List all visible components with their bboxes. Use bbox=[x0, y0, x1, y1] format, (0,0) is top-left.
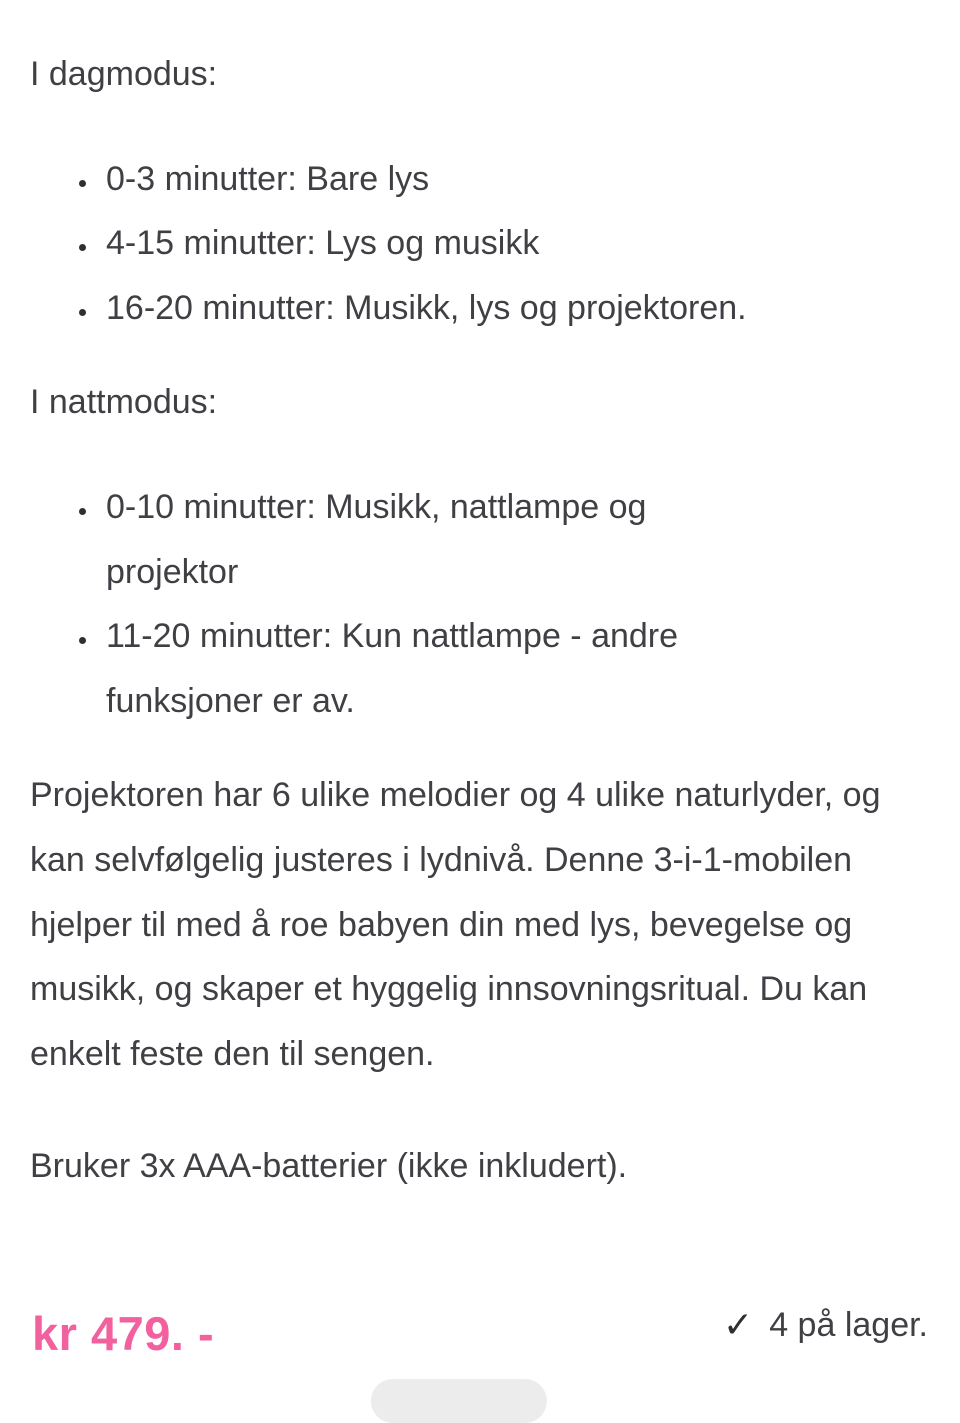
list-item: • 0-3 minutter: Bare lys bbox=[100, 147, 930, 212]
list-item: • 11-20 minutter: Kun nattlampe - andre funksjoner er av. bbox=[100, 604, 706, 733]
checkmark-icon: ✓ bbox=[723, 1304, 754, 1345]
day-mode-list bbox=[30, 147, 930, 341]
stock-status bbox=[723, 1306, 928, 1345]
purchase-bar bbox=[0, 1249, 960, 1399]
description-paragraph: Projektoren har 6 ulike melodier og 4 ulike naturlyder, og kan selvfølgelig justeres i lydnivå. Denne 3-i-1-mobilen hjelper til med å roe babyen din med lys, bevegelse og musikk, og skaper et hyggelig innsovningsritual. Du kan enkelt feste den til sengen. bbox=[30, 776, 881, 1073]
list-item: • 0-10 minutter: Musikk, nattlampe og projektor bbox=[100, 475, 706, 604]
night-mode-list bbox=[30, 475, 930, 733]
battery-note: Bruker 3x AAA-batterier (ikke inkludert). bbox=[30, 1147, 628, 1186]
partially-visible-button[interactable] bbox=[371, 1379, 547, 1423]
list-item: • 16-20 minutter: Musikk, lys og projektoren. bbox=[100, 276, 930, 341]
list-item: • 4-15 minutter: Lys og musikk bbox=[100, 211, 930, 276]
day-mode-heading: I dagmodus: bbox=[30, 55, 218, 93]
stock-status-text: 4 på lager. bbox=[769, 1305, 928, 1344]
night-mode-heading: I nattmodus: bbox=[30, 383, 218, 422]
product-price: kr 479. - bbox=[32, 1306, 215, 1360]
